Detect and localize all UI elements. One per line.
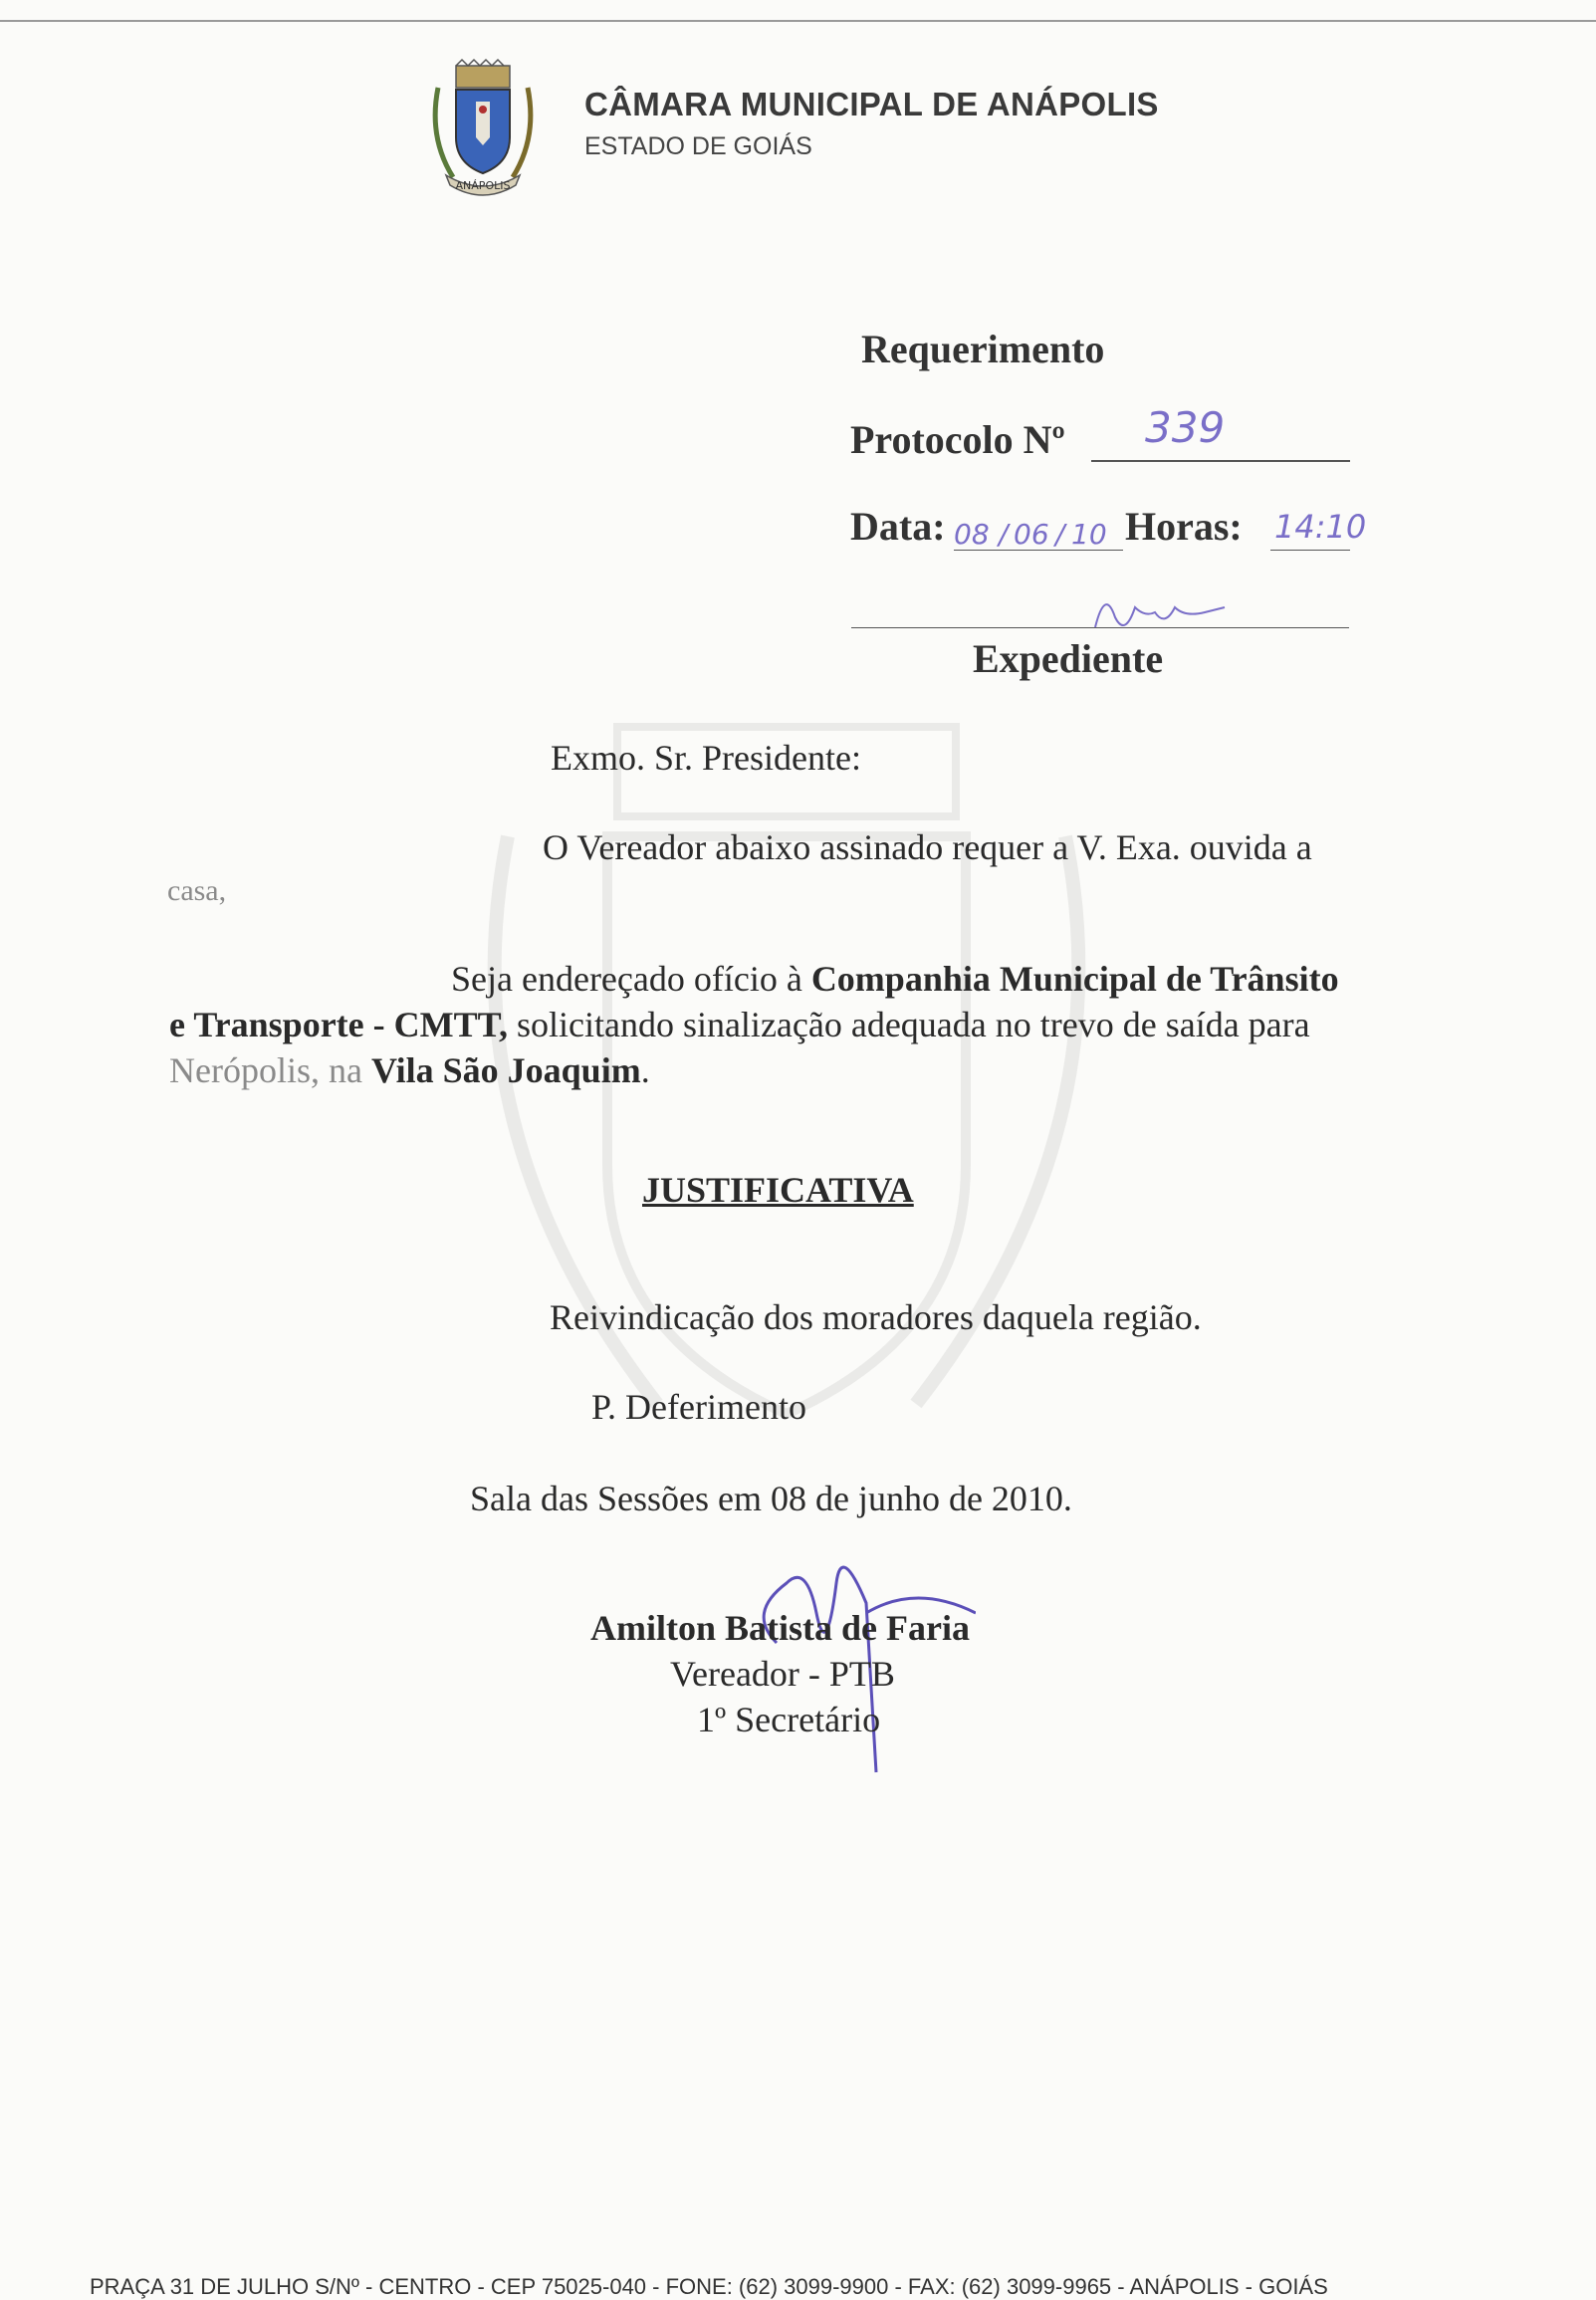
hours-value: 14:10 (1274, 508, 1367, 546)
signatory-role: Vereador - PTB (670, 1654, 895, 1694)
request-line-1 (451, 958, 1339, 1000)
date-month: 06 (1014, 518, 1049, 551)
request-location: Vila São Joaquim (370, 1050, 641, 1090)
intro-line-2: casa, (167, 874, 227, 907)
request-line-2 (169, 1004, 1310, 1045)
protocol-underline (1091, 460, 1350, 462)
municipal-seal (418, 58, 548, 205)
hours-underline (1270, 550, 1350, 551)
top-rule (0, 20, 1596, 22)
intro-line-1: O Vereador abaixo assinado requer a V. Exa. ouvida a (543, 827, 1312, 867)
request-entity-1: Companhia Municipal de Trânsito (810, 959, 1339, 999)
institution-name: CÂMARA MUNICIPAL DE ANÁPOLIS (584, 86, 1159, 122)
place-date: Sala das Sessões em 08 de junho de 2010. (470, 1479, 1072, 1518)
closing: P. Deferimento (591, 1387, 806, 1427)
hours-label: Horas: (1125, 504, 1243, 549)
protocol-label: Protocolo Nº (850, 417, 1065, 462)
request-end: . (640, 1050, 650, 1090)
seal-text: ANÁPOLIS (455, 179, 511, 192)
state-name: ESTADO DE GOIÁS (584, 132, 812, 160)
signatory-position: 1º Secretário (697, 1700, 881, 1739)
request-entity-2: e Transporte - CMTT, (169, 1005, 508, 1044)
date-day: 08 (954, 518, 990, 551)
footer-address: PRAÇA 31 DE JULHO S/Nº - CENTRO - CEP 75025-040 - FONE: (62) 3099-9900 - FAX: (62) 3099-9965 - ANÁPOLIS - GOIÁS (90, 2274, 1328, 2299)
date-year: 10 (1071, 518, 1107, 551)
signatory-name: Amilton Batista de Faria (590, 1608, 970, 1648)
date-label: Data: (850, 504, 946, 549)
request-text-1: Seja endereçado ofício à (451, 959, 811, 999)
request-line-3 (169, 1049, 650, 1091)
request-text-3: Nerópolis, na (169, 1050, 371, 1090)
justification-title: JUSTIFICATIVA (642, 1170, 914, 1210)
protocol-number: 339 (1145, 403, 1226, 452)
receipt-initials (1085, 577, 1245, 642)
document-type-title: Requerimento (861, 327, 1105, 371)
request-text-2: solicitando sinalização adequada no trevo de saída para (507, 1005, 1310, 1044)
salutation: Exmo. Sr. Presidente: (551, 738, 861, 778)
expediente-label: Expediente (973, 636, 1164, 681)
justification-text: Reivindicação dos moradores daquela região. (550, 1297, 1202, 1337)
